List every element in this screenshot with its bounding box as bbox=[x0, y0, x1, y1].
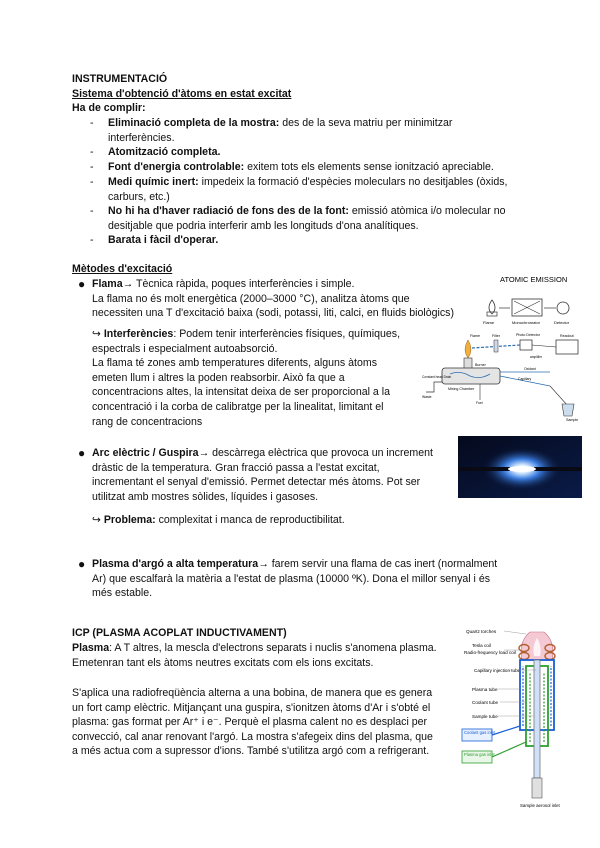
icp-torch-diagram bbox=[460, 626, 588, 816]
svg-text:Flame: Flame bbox=[483, 320, 495, 325]
svg-text:Mixing Chamber: Mixing Chamber bbox=[448, 387, 475, 391]
svg-text:Plasma tube: Plasma tube bbox=[472, 687, 498, 692]
plasma-section: ● Plasma d'argó a alta temperatura→ farem servir una flama de cas inert (normalment Ar) que escalfarà la matèria a l'estat de plasma (10000 ºK). Dona el millor senyal i és més estable. bbox=[78, 557, 498, 600]
svg-text:Monochromator: Monochromator bbox=[512, 320, 541, 325]
injection-tube bbox=[534, 660, 540, 778]
svg-text:Flame: Flame bbox=[470, 334, 480, 338]
svg-text:Quartz torches: Quartz torches bbox=[466, 629, 497, 634]
section-subtitle: Sistema d'obtenció d'àtoms en estat excitat bbox=[72, 88, 292, 100]
requirement-item: - Medi químic inert: impedeix la formació d'espècies moleculars no desitjables (òxids, carburs, etc.) bbox=[90, 176, 508, 203]
svg-text:Plasma gas inlet: Plasma gas inlet bbox=[464, 752, 495, 757]
svg-text:amplifier: amplifier bbox=[530, 355, 543, 359]
arc-section: ● Arc elèctric / Guspira→ descàrrega elèctrica que provoca un increment dràstic de la temperatura. Gran fracció passa a l'estat excitat, incrementant el senyal d'emissió. Permet detectar més àtoms. Pot ser utilitzat amb mostres sòlides, líquides i gasoses. bbox=[78, 446, 433, 503]
svg-text:Capillary: Capillary bbox=[518, 377, 532, 381]
svg-text:Readout: Readout bbox=[560, 334, 574, 338]
icp-description: S'aplica una radiofreqüència alterna a una bobina, de manera que es genera un fort camp elèctric. Mitjançant una guspira, s'ionitzen àtoms d'Ar i s'obté el plasma: gas format per Ar⁺ i e⁻. Perquè el plasma calent no es desplaci per convecció, cal anar renovant l'argó. La mostra s'afegeix dins del plasma, que a més actua com a supressor d'ions. També s'utilitza argó com a refrigerant. bbox=[72, 687, 433, 758]
svg-text:Tesla coil: Tesla coil bbox=[472, 643, 491, 648]
svg-text:Sample: Sample bbox=[566, 418, 579, 422]
icp-plasma-definition: Plasma: A T altres, la mescla d'electrons separats i nuclis s'anomena plasma. Emetenran tant els àtoms neutres excitats com els ions excitats. bbox=[72, 642, 437, 669]
svg-text:Detector: Detector bbox=[554, 320, 570, 325]
requirement-item: - No hi ha d'haver radiació de fons des de la font: emissió atòmica i/o molecular no desitjable que podria interferir amb les longituds d'ona analítiques. bbox=[90, 205, 506, 232]
electric-arc-image bbox=[458, 436, 582, 498]
svg-text:Constant head Drain: Constant head Drain bbox=[422, 375, 452, 379]
interferences-block: ↪ Interferències: Podem tenir interferències físiques, químiques, espectrals i especialment autoabsorció. La flama té zones amb temperatures diferents, alguns àtoms emeten llum i altres la poden reabsorbir. Això fa que a concentracions altes, la intensitat deixa de ser proporcional a la concentració i la corba de calibratge per la linealitat, limitant el rang de concentracions bbox=[92, 328, 401, 428]
icp-title: ICP (PLASMA ACOPLAT INDUCTIVAMENT) bbox=[72, 627, 287, 639]
svg-text:Coolant gas inlet: Coolant gas inlet bbox=[464, 730, 496, 735]
svg-text:Sample tube: Sample tube bbox=[472, 714, 498, 719]
flama-section: ● Flama→ Tècnica ràpida, poques interferències i simple. La flama no és molt energètica (2000–3000 °C), analitza àtoms que necessiten una T d'excitació baixa (sodi, potassi, liti, calci, en fluids biològics) bbox=[78, 277, 455, 320]
svg-text:Coolant tube: Coolant tube bbox=[472, 700, 499, 705]
requirement-item: - Atomització completa. bbox=[90, 146, 221, 158]
svg-text:Burner: Burner bbox=[475, 363, 486, 367]
svg-text:Oxidant: Oxidant bbox=[524, 367, 536, 371]
requirement-item: - Font d'energia controlable: exitem tots els elements sense ionització apreciable. bbox=[90, 161, 494, 173]
svg-text:Waste: Waste bbox=[422, 395, 432, 399]
detector-icon bbox=[557, 302, 569, 314]
requirement-item: - Barata i fàcil d'operar. bbox=[90, 234, 219, 246]
svg-text:Photo Detector: Photo Detector bbox=[516, 333, 540, 337]
svg-text:Sample aerosol inlet: Sample aerosol inlet bbox=[520, 803, 560, 808]
svg-text:Filter: Filter bbox=[492, 334, 500, 338]
requirement-item: - Eliminació completa de la mostra: des de la seva matriu per minimitzar interferències. bbox=[90, 117, 453, 144]
svg-text:Capillary injection tube: Capillary injection tube bbox=[474, 668, 521, 673]
page-title: INSTRUMENTACIÓ bbox=[72, 73, 168, 85]
svg-text:Radio-frequency load coil: Radio-frequency load coil bbox=[464, 650, 516, 655]
problem-note: ↪ Problema: complexitat i manca de reproductibilitat. bbox=[92, 514, 345, 526]
methods-title: Mètodes d'excitació bbox=[72, 263, 173, 275]
requirements-intro: Ha de complir: bbox=[72, 102, 146, 114]
atomic-emission-title: ATOMIC EMISSION bbox=[500, 275, 568, 284]
atomic-emission-diagram bbox=[480, 270, 580, 326]
flame-photometer-diagram bbox=[420, 328, 588, 424]
sample-beaker bbox=[562, 404, 574, 416]
svg-text:Fuel: Fuel bbox=[476, 401, 483, 405]
